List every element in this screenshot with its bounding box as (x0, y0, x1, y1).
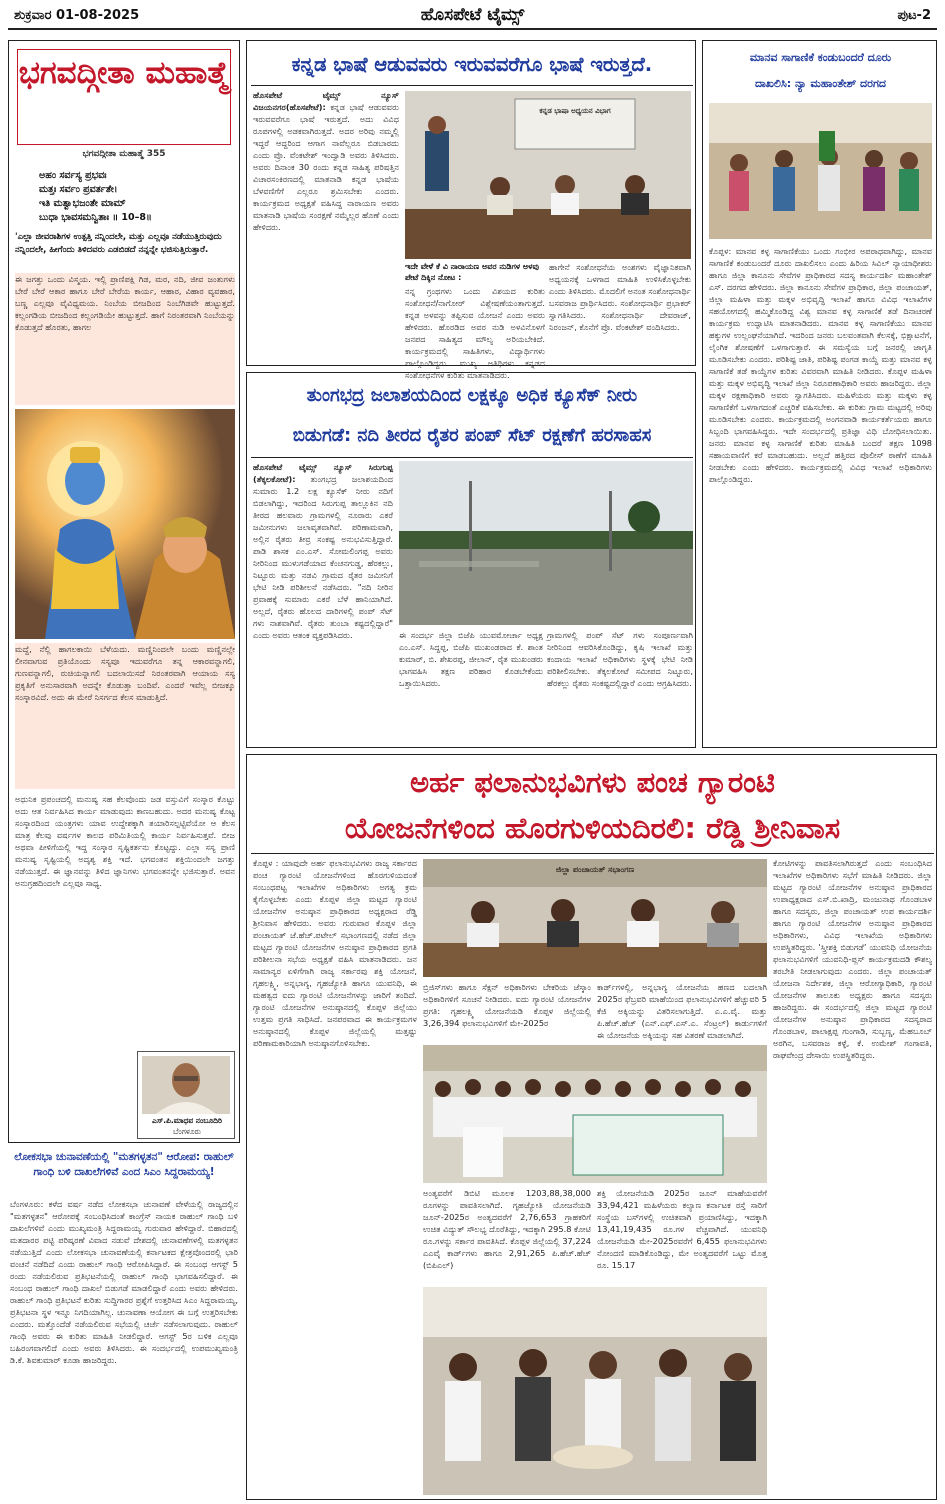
guarantee-text-5: ಶಕ್ತಿ ಯೋಜನೆಯಡಿ 2025ರ ಜೂನ್ ಮಾಹೆಯವರೆಗೆ 33,94,421 ಮಹಿಳೆಯರು ಕಲ್ಯಾಣ ಕರ್ನಾಟಕ ರಸ್ತೆ ಸಾರಿಗೆ ಸಂಸ್ಥೆಯ ಬಸ್‌ಗಳಲ್ಲಿ ಉಚಿತವಾಗಿ ಪ್ರಯಾಣಿಸಿದ್ದು, ಇದಕ್ಕಾಗಿ 13,41,19,435 ರೂ.ಗಳ ವೆಚ್ಚವಾಗಿದೆ. ಯುವನಿಧಿ ಯೋಜನೆಯಡಿ ಮೇ-2025ರವರೆಗೆ 6,455 ಫಲಾನುಭವಿಗಳು ನೋಂದಣಿ ಮಾಡಿಕೊಂಡಿದ್ದು, ಮೇ ಅಂತ್ಯದವರೆಗೆ ಒಟ್ಟು ಮೊತ್ತ ರೂ. 15.17 (597, 1188, 767, 1270)
gita-shloka-meaning: 'ಎಲ್ಲಾ ಜೀವರಾಶಿಗಳ ಉತ್ಪತ್ತಿ ನನ್ನಿಂದಲೇ, ಮತ್ತು ಎಲ್ಲವೂ ನಡೆಯುತ್ತಿರುವುದು ನನ್ನಿಂದಲೇ, ಹೀಗೆಂದು ತಿಳಿದವರು ಎಡಬಿಡದೆ ನನ್ನನ್ನೇ ಭಜಿಸುತ್ತಿರುತ್ತಾರೆ. (15, 232, 222, 255)
divider (251, 457, 693, 458)
tungabhadra-headline-1: ತುಂಗಭದ್ರ ಜಲಾಶಯದಿಂದ ಲಕ್ಷಕ್ಕೂ ಅಧಿಕ ಕ್ಯೂಸೆಕ್ ನೀರು (306, 385, 638, 406)
tungabhadra-byline: ಹೊಸಪೇಟೆ ಟೈಮ್ಸ್ ನ್ಯೂಸ್ ಸಿರುಗುಪ್ಪ (ತೆಕ್ಕಲಕೋಟೆ): (253, 462, 393, 484)
author-box (137, 1051, 235, 1139)
paper-name: ಹೊಸಪೇಟೆ ಟೈಮ್ಸ್ (420, 5, 525, 25)
krishna-arjuna-image (15, 409, 235, 639)
divider (251, 85, 693, 86)
krishna-arjuna-illustration (15, 409, 235, 639)
trafficking-story (702, 40, 937, 748)
gita-title: ಭಗವದ್ಗೀತಾ ಮಹಾತ್ಮೆ (17, 49, 231, 145)
guarantee-headline-2: ಯೋಜನೆಗಳಿಂದ ಹೊರಗುಳಿಯದಿರಲಿ: ರೆಡ್ಡಿ ಶ್ರೀನಿವಾಸ (344, 811, 841, 845)
masthead (8, 4, 937, 30)
kannada-text-3: ಹಾಗೇನೆ ಸಂಶೋಧನೆಯ ಅಂಶಗಳು ವೈಜ್ಞಾನಿಕವಾಗಿ ಅಧ್ಯಯನಕ್ಕೆ ಒಳಗಾದ ಮಾಹಿತಿ ಉಳಿಸಿಕೊಳ್ಳಬೇಕು ಎಂದು ತಿಳಿಸಿದರು. ಮೊದಲಿಗೆ ಅನಂತ ಸಂಶೋಧನಾರ್ಥಿ ಬಸವರಾಜ ಪ್ರಾರ್ಥಿಸಿದರು. ಸಂಶೋಧನಾರ್ಥಿ ಪ್ರಭಾಕರ್ ಸ್ವಾಗತಿಸಿದರು. ಸಂಶೋಧನಾರ್ಥಿ ದೇವರಾಜ್, ನಿರಂಜನ್, ಕೊನೆಗೆ ಪ್ರೊ. ವೆಂಕಟೇಶ್ ವಂದಿಸಿದರು. (549, 262, 691, 332)
divider (251, 853, 934, 854)
author-city: ಬೆಂಗಳೂರು (172, 1127, 201, 1136)
tungabhadra-story (246, 372, 696, 748)
tungabhadra-text-3: ಗ್ರಾಮಗಳಲ್ಲಿ ಪಂಪ್ ಸೆಟ್ ಗಳು ಸಂಪೂರ್ಣವಾಗಿ ನೀರಿನಿಂದ ಆವರಿಸಿಕೊಂಡಿದ್ದು, ಕೃಷಿ ಇಲಾಖೆ ಮತ್ತು ಕಂದಾಯ ಇಲಾಖೆ ಅಧಿಕಾರಿಗಳು ಸ್ಥಳಕ್ಕೆ ಭೇಟಿ ನೀಡಿ ಪರಿಶೀಲಿಸಬೇಕು. ತೆಕ್ಕಲಕೋಟೆ ಸಮೀಪದ ನಿಟ್ಟೂರು, ಹೆರಕಲ್ಲು ರೈತರು ಸಂಕಷ್ಟದಲ್ಲಿದ್ದಾರೆ ಎಂದು ಆಗ್ರಹಿಸಿದರು. (547, 630, 693, 688)
flooded-fields-scene (399, 461, 693, 625)
guarantee-text-1: ಕೊಪ್ಪಳ : ಯಾವುದೇ ಅರ್ಹ ಫಲಾನುಭವಿಗಳು ರಾಜ್ಯ ಸರ್ಕಾರದ ಪಂಚ ಗ್ಯಾರಂಟಿ ಯೋಜನೆಗಳಿಂದ ಹೊರಗುಳಿಯದಂತೆ ಸಂಬಂಧಪಟ್ಟ ಇಲಾಖೆಗಳ ಅಧಿಕಾರಿಗಳು ಅಗತ್ಯ ಕ್ರಮ ಕೈಗೊಳ್ಳಬೇಕು ಎಂದು ಕೊಪ್ಪಳ ಜಿಲ್ಲಾ ಮಟ್ಟದ ಗ್ಯಾರಂಟಿ ಯೋಜನೆಗಳ ಅನುಷ್ಠಾನ ಪ್ರಾಧಿಕಾರದ ಅಧ್ಯಕ್ಷರಾದ ರೆಡ್ಡಿ ಶ್ರೀನಿವಾಸ ಹೇಳಿದರು. ಅವರು ಗುರುವಾರ ಕೊಪ್ಪಳ ಜಿಲ್ಲಾ ಪಂಚಾಯತ್ ಜೆ.ಹೆಚ್.ಪಟೇಲ್ ಸಭಾಂಗಣದಲ್ಲಿ ನಡೆದ ಜಿಲ್ಲಾ ಮಟ್ಟದ ಗ್ಯಾರಂಟಿ ಯೋಜನೆಗಳ ಅನುಷ್ಠಾನ ಪ್ರಾಧಿಕಾರದ ಪ್ರಗತಿ ಪರಿಶೀಲನಾ ಸಭೆಯ ಅಧ್ಯಕ್ಷತೆ ವಹಿಸಿ ಮಾತನಾಡಿದರು. ಜನ ಸಾಮಾನ್ಯರ ಏಳಿಗೆಗಾಗಿ ರಾಜ್ಯ ಸರ್ಕಾರವು ಶಕ್ತಿ ಯೋಜನೆ, ಗೃಹಲಕ್ಷ್ಮಿ, ಅನ್ನಭಾಗ್ಯ, ಗೃಹಜ್ಯೋತಿ ಹಾಗೂ ಯುವನಿಧಿ, ಈ ಮಹತ್ವದ ಐದು ಗ್ಯಾರಂಟಿ ಯೋಜನೆಗಳನ್ನು ಜಾರಿಗೆ ತಂದಿದೆ. ಗ್ಯಾರಂಟಿ ಯೋಜನೆಗಳ ಅನುಷ್ಠಾನದಲ್ಲಿ ಕೊಪ್ಪಳ ಜಿಲ್ಲೆಯು ಉತ್ತಮ ಪ್ರಗತಿ ಸಾಧಿಸಿದೆ. ಜನಪರವಾದ ಈ ಕಾರ್ಯಕ್ರಮಗಳ ಅನುಷ್ಠಾನದಲ್ಲಿ ಕೊಪ್ಪಳ ಜಿಲ್ಲೆಯಲ್ಲಿ ಮತ್ತಷ್ಟು ಪರಿಣಾಮಕಾರಿಯಾಗಿ ಅನುಷ್ಠಾನಗೊಳಿಸಬೇಕು. (253, 858, 417, 1048)
gita-para-3: ಅಧುನಿಕ ಪ್ರಪಂಚದಲ್ಲಿ ಮನುಷ್ಯ ಸಹ ಕೆಲವೊಂದು ಜಡ ವಸ್ತುವಿಗೆ ಸಂಸ್ಕಾರ ಕೊಟ್ಟು ಅದು ಆತ ನಿರ್ವಹಿಸಿದ ಕಾರ್ಯ ಮಾಡುವುದು ಕಾಣಬಹುದು. ಅದರ ಮನುಷ್ಯ ಕೊಟ್ಟ ಸಂಸ್ಕಾರದಿಂದ ಯಂತ್ರಗಳು ಯಾವ ಉದ್ದೇಶಕ್ಕಾಗಿ ತಯಾರಿಸಲ್ಪಟ್ಟಿವೆಯೋ ಆ ಕೆಲಸ ಮಾತ್ರ ಕೆಲವು ವರ್ಷಗಳ ಕಾಲದ ಪರಿಮಿತಿಯಲ್ಲಿ ಕಾರ್ಯ ನಿರ್ವಹಿಸುತ್ತವೆ. ಬೀಜ ಅಥವಾ ಪೀಳಿಗೆಯಲ್ಲಿ ಇದ್ದ ಸಂಸ್ಕಾರ ಸೃಷ್ಟಿಕರ್ತನು ಕೊಟ್ಟದ್ದು. ಎಲ್ಲಾ ಸಸ್ಯ ಪ್ರಾಣಿ ಮನುಷ್ಯ ಸೃಷ್ಟಿಯಲ್ಲಿ ಅದೃಶ್ಯ ಶಕ್ತಿ ಇದೆ. ಭಗವಂತನ ಶಕ್ತಿಯಿಂದಲೇ ಜಗತ್ತು ನಡೆಯುತ್ತದೆ. ಈ ಜ್ಞಾನವನ್ನು ತಿಳಿದ ಜ್ಞಾನಿಗಳು ಭಗವಂತನನ್ನೇ ಭಜಿಸುತ್ತಾರೆ. ಅವನ ಅನುಗ್ರಹದಿಂದಲೇ ಎಲ್ಲವೂ ಸಾಧ್ಯ. (15, 794, 235, 888)
kannada-text-2: ನನ್ನ ಗ್ರಂಥಗಳು ಒಂದು ವಿಶಯದ ಕುರಿತು ಸಂಶೋಧನೆ/ನಾಗೋರ್ ವಿಶ್ಲೇಷಣೆಯಂತಾಗುತ್ತದೆ. ಕನ್ನಡ ಅಳವನ್ನು ತಪ್ಪಿಸುವ ಯೋಜನೆ ಎಂದು ಅವರು ಹೇಳಿದರು. ಹೊರಡಿದ ಅವರ ನುಡಿ ಅಳವಿನೊಳಗೆ ಜನಪದ ಸಾಹಿತ್ಯದ ಮೌಲ್ಯ ಅರಿಯಬೇಕಿದೆ. ಕಾರ್ಯಕ್ರಮದಲ್ಲಿ ಸಾಹಿತಿಗಳು, ವಿದ್ಯಾರ್ಥಿಗಳು ಪಾಲ್ಗೊಂಡಿದ್ದರು. ಮುಖ್ಯ ಅತಿಥಿಗಳು ಕನ್ನಡದ ಸಂಶೋಧನೆಗಳ ಕುರಿತು ಮಾತನಾಡಿದರು. (405, 286, 545, 380)
author-name: ಎಸ್.ಪಿ.ಮಾಧವ ನಂಬೂದಿರಿ (152, 1116, 222, 1125)
kannada-col-1 (253, 89, 399, 361)
gita-para-2: ಮದ್ದೆ, ನೆಲ್ಲಿ ಹಾಗಲಕಾಯಿ ಬೆಳೆಯದು. ಮಣ್ಣಿನಿಂದಲೇ ಬಂದು ಮಣ್ಣಿನಲ್ಲೇ ಲೀನವಾಗುವ ಪ್ರತಿಯೊಂದು ಸಸ್ಯವೂ ಇದುವರೆಗೂ ತನ್ನ ಆಕಾರವನ್ನಾಗಲಿ, ಗುಣವನ್ನಾಗಲಿ, ರುಚಿಯನ್ನಾಗಲಿ ಬದಲಾಯಿಸದೆ ನಿರಂತರವಾಗಿ ಆಯಾಯ ಸಸ್ಯ ಪ್ರಕೃತಿಗೆ ಅನುಸಾರವಾಗಿ ಅದನ್ನೇ ಕೊಡುತ್ತಾ ಬಂದಿವೆ. ಎಂದರೆ ಇವೆಲ್ಲ ಬೀಜಕ್ಕೂ ಸಂಸ್ಕಾರವಿದೆ. ಅದು ಈ ಮೇರೆ ನಿಸರ್ಗದ ಕೆಲಸ ಮಾಡುತ್ತಿದೆ. (15, 643, 235, 789)
guarantee-story (246, 754, 937, 1500)
meeting-photo (423, 859, 767, 977)
loksabha-body: ಬೆಂಗಳೂರು: ಕಳೆದ ವರ್ಷ ನಡೆದ ಲೋಕಸಭಾ ಚುನಾವಣೆ ವೇಳೆಯಲ್ಲಿ ರಾಜ್ಯದಲ್ಲಿನ "ಮತಗಳ್ಳತನ" ಆರೋಪಕ್ಕೆ ಸಂಬಂಧಿಸಿದಂತೆ ಕಾಂಗ್ರೆಸ್ ನಾಯಕ ರಾಹುಲ್ ಗಾಂಧಿ ಬಳಿ ದಾಖಲೆಗಳಿವೆ ಎಂದು ಮುಖ್ಯಮಂತ್ರಿ ಸಿದ್ದರಾಮಯ್ಯ ಗುರುವಾರ ಹೇಳಿದ್ದಾರೆ. ಬಿಹಾರದಲ್ಲಿ ಮತದಾರರ ಪಟ್ಟಿ ಪರಿಷ್ಕರಣೆ ವಿವಾದ ನಡುವೆ ದೇಶದಲ್ಲಿ ಚುನಾವಣೆಗಳಲ್ಲಿ ಮತಗಳ್ಳತನ ನಡೆಯುತ್ತಿದೆ ಎಂದು ಲೋಕಸಭಾ ಚುನಾವಣೆಯಲ್ಲಿ ಕರ್ನಾಟಕದ ಕ್ಷೇತ್ರವೊಂದರಲ್ಲಿ ಭಾರಿ ವಂಚನೆ ನಡೆದಿದೆ ಎಂದು ರಾಹುಲ್ ಗಾಂಧಿ ಆರೋಪಿಸಿದ್ದಾರೆ. ಈ ಸಂಬಂಧ ಆಗಸ್ಟ್ 5 ರಂದು ನಡೆಯಲಿರುವ ಪ್ರತಿಭಟನೆಯಲ್ಲಿ ರಾಹುಲ್ ಗಾಂಧಿ ಭಾಗವಹಿಸಲಿದ್ದಾರೆ. ಈ ಸಂಬಂಧ ರಾಹುಲ್ ಗಾಂಧಿ ದಾಖಲೆ ಬಿಡುಗಡೆ ಮಾಡಲಿದ್ದಾರೆ ಎಂದು ಅವರು ಹೇಳಿದರು. ರಾಹುಲ್ ಗಾಂಧಿ ಪ್ರತಿಭಟನೆ ಕುರಿತು ಸುದ್ದಿಗಾರರ ಪ್ರಶ್ನೆಗೆ ಉತ್ತರಿಸಿದ ಸಿಎಂ ಸಿದ್ದರಾಮಯ್ಯ, ಪ್ರತಿಭಟನಾ ಸ್ಥಳ ಇನ್ನೂ ನಿಗದಿಯಾಗಿಲ್ಲ. ಚುನಾವಣಾ ಆಯೋಗ ಈ ಬಗ್ಗೆ ಉತ್ತರಿಸಬೇಕು ಎಂದರು. ಮತ್ತೊಂದೆಡೆ ನಡೆಯಲಿರುವ ಸಭೆಯಲ್ಲಿ ಚರ್ಚೆ ನಡೆಸಲಾಗುವುದು. ರಾಹುಲ್ ಗಾಂಧಿ ಅವರು ಈ ಕುರಿತು ಮಾಹಿತಿ ನೀಡಲಿದ್ದಾರೆ. ಆಗಸ್ಟ್ 5ರ ಬಳಿಕ ಎಲ್ಲವೂ ಬಹಿರಂಗವಾಗಲಿದೆ ಎಂದು ಅವರು ತಿಳಿಸಿದರು. ಈ ಸಂದರ್ಭದಲ್ಲಿ ಉಪಮುಖ್ಯಮಂತ್ರಿ ಡಿ.ಕೆ. ಶಿವಕುಮಾರ್ ಕೂಡಾ ಹಾಜರಿದ್ದರು. (10, 1199, 238, 1365)
trafficking-body: ಕೊಪ್ಪಳ: ಮಾನವ ಕಳ್ಳ ಸಾಗಾಣಿಕೆಯು ಒಂದು ಗಂಭೀರ ಅಪರಾಧವಾಗಿದ್ದು, ಮಾನವ ಸಾಗಾಣಿಕೆ ಕಂಡುಬಂದರೆ ದೂರು ದಾಖಲಿಸಲು ಎಂದು ಹಿರಿಯ ಸಿವಿಲ್ ನ್ಯಾಯಾಧೀಶರು ಹಾಗೂ ಜಿಲ್ಲಾ ಕಾನೂನು ಸೇವೆಗಳ ಪ್ರಾಧಿಕಾರದ ಸದಸ್ಯ ಕಾರ್ಯದರ್ಶಿ ಮಹಾಂತೇಶ್ ಎಸ್. ದರಗದ ಹೇಳಿದರು. ಜಿಲ್ಲಾ ಕಾನೂನು ಸೇವೆಗಳ ಪ್ರಾಧಿಕಾರ, ಜಿಲ್ಲಾ ಪಂಚಾಯತ್, ಜಿಲ್ಲಾ ಮಹಿಳಾ ಮತ್ತು ಮಕ್ಕಳ ಅಭಿವೃದ್ಧಿ ಇಲಾಖೆ ಹಾಗೂ ವಿವಿಧ ಇಲಾಖೆಗಳ ಸಹಯೋಗದಲ್ಲಿ ಹಮ್ಮಿಕೊಂಡಿದ್ದ ವಿಶ್ವ ಮಾನವ ಕಳ್ಳ ಸಾಗಾಣಿಕೆ ತಡೆ ದಿನಾಚರಣೆ ಕಾರ್ಯಕ್ರಮ ಉದ್ಘಾಟಿಸಿ ಮಾತನಾಡಿದರು. ಮಾನವ ಕಳ್ಳ ಸಾಗಾಣಿಕೆಯು ಮಾನವ ಹಕ್ಕುಗಳ ಉಲ್ಲಂಘನೆಯಾಗಿದೆ. ಇದರಿಂದ ಜನರು ಬಲವಂತವಾಗಿ ಕೆಲಸಕ್ಕೆ, ಭಿಕ್ಷಾಟನೆಗೆ, ಲೈಂಗಿಕ ಶೋಷಣೆಗೆ ಒಳಗಾಗುತ್ತಾರೆ. ಈ ಸಮಸ್ಯೆಯ ಬಗ್ಗೆ ಜನರಲ್ಲಿ ಜಾಗೃತಿ ಮೂಡಿಸಬೇಕು ಎಂದರು. ಪರಿಶಿಷ್ಟ ಜಾತಿ, ಪರಿಶಿಷ್ಟ ಪಂಗಡ ಕಾಯ್ದೆ ಮತ್ತು ಮಾನವ ಕಳ್ಳ ಸಾಗಾಣಿಕೆ ತಡೆ ಕಾಯ್ದೆಗಳ ಕುರಿತು ವಿವರವಾಗಿ ಮಾಹಿತಿ ನೀಡಿದರು. ಕೊಪ್ಪಳ ಮಹಿಳಾ ಮತ್ತು ಮಕ್ಕಳ ಅಭಿವೃದ್ಧಿ ಇಲಾಖೆ ಜಿಲ್ಲಾ ನಿರೂಪಣಾಧಿಕಾರಿ ಅವರು ಹಾಜರಿದ್ದರು. ಜಿಲ್ಲಾ ಮಕ್ಕಳ ರಕ್ಷಣಾಧಿಕಾರಿ ಅವರು ಸ್ವಾಗತಿಸಿದರು. ಮಹಿಳೆಯರು ಮತ್ತು ಮಕ್ಕಳು ಕಳ್ಳ ಸಾಗಾಣಿಕೆಗೆ ಒಳಗಾಗದಂತೆ ಎಚ್ಚರಿಕೆ ವಹಿಸಬೇಕು. ಈ ಕುರಿತು ಗ್ರಾಮ ಮಟ್ಟದಲ್ಲಿ ಅರಿವು ಮೂಡಿಸಬೇಕು ಎಂದರು. ಕಾರ್ಯಕ್ರಮದಲ್ಲಿ ಅಂಗನವಾಡಿ ಕಾರ್ಯಕರ್ತೆಯರು ಹಾಗೂ ಸಿಬ್ಬಂದಿ ಭಾಗವಹಿಸಿದ್ದರು. ಇದೇ ಸಂದರ್ಭದಲ್ಲಿ ಪ್ರತಿಜ್ಞಾ ವಿಧಿ ಬೋಧಿಸಲಾಯಿತು. ಜನರು ಮಾನವ ಕಳ್ಳ ಸಾಗಾಣಿಕೆ ಕುರಿತು ಮಾಹಿತಿ ಬಂದರೆ ತಕ್ಷಣ 1098 ಸಹಾಯವಾಣಿಗೆ ಕರೆ ಮಾಡಬಹುದು. ಅಲ್ಲದೆ ಹತ್ತಿರದ ಪೊಲೀಸ್ ಠಾಣೆಗೆ ಮಾಹಿತಿ ನೀಡಬೇಕು ಎಂದು ಹೇಳಿದರು. ಕಾರ್ಯಕ್ರಮದಲ್ಲಿ ವಿವಿಧ ಇಲಾಖೆ ಅಧಿಕಾರಿಗಳು ಪಾಲ್ಗೊಂಡಿದ್ದರು. (709, 246, 932, 484)
kannada-photo-caption: ಇದೇ ವೇಳೆ ಕೆ ವಿ ನಾರಾಯಣ ಅವರ ನುಡಿಗಳ ಅಳವು ಪೇಟೆ ದಿಕ್ಕಿನ ನೋಟ : (405, 262, 540, 282)
author-photo (142, 1056, 230, 1114)
page-number: ಪುಟ-2 (897, 8, 931, 23)
poster-launch-scene (423, 1045, 767, 1183)
gita-series: ಭಗವದ್ಗೀತಾ ಮಹಾತ್ಮೆ 355 (82, 149, 166, 159)
awareness-program-scene (709, 103, 932, 239)
loksabha-headline: ಲೋಕಸಭಾ ಚುನಾವಣೆಯಲ್ಲಿ "ಮತಗಳ್ಳತನ" ಆರೋಪ: ರಾಹುಲ್ ಗಾಂಧಿ ಬಳಿ ದಾಖಲೆಗಳಿವೆ ಎಂದ ಸಿಎಂ ಸಿದ್ದರಾಮಯ್ಯ! (14, 1151, 234, 1178)
kannada-story (246, 40, 696, 380)
meeting-hall-banner: ಜಿಲ್ಲಾ ಪಂಚಾಯತ್ ಸಭಾಂಗಣ (555, 865, 635, 874)
kannada-event-photo (405, 91, 691, 259)
guarantee-text-6: ಕೋಟಿಗಳನ್ನು ಪಾವತಿಸಲಾಗಿರುತ್ತದೆ ಎಂದು ಸಂಬಂಧಿಸಿದ ಇಲಾಖೆಗಳ ಅಧಿಕಾರಿಗಳು ಸಭೆಗೆ ಮಾಹಿತಿ ನೀಡಿದರು. ಜಿಲ್ಲಾ ಮಟ್ಟದ ಗ್ಯಾರಂಟಿ ಯೋಜನೆಗಳ ಅನುಷ್ಠಾನ ಪ್ರಾಧಿಕಾರದ ಉಪಾಧ್ಯಕ್ಷರಾದ ಎಸ್.ಬಿ.ಖಾದ್ರಿ, ಮಂಜುನಾಥ ಗೊಂಡಬಾಳ ಹಾಗೂ ಸದಸ್ಯರು, ಜಿಲ್ಲಾ ಪಂಚಾಯತ್ ಉಪ ಕಾರ್ಯದರ್ಶಿ ಹಾಗೂ ಗ್ಯಾರಂಟಿ ಯೋಜನೆಗಳ ಅನುಷ್ಠಾನ ಪ್ರಾಧಿಕಾರದ ಅಧಿಕಾರಿಗಳು, ವಿವಿಧ ಇಲಾಖೆಯ ಅಧಿಕಾರಿಗಳು ಉಪಸ್ಥಿತರಿದ್ದರು. ‘ಸ್ತ್ರೀಶಕ್ತಿ ಬಿಡುಗಡೆ’ ಯುವನಿಧಿ ಯೋಜನೆಯ ಫಲಾನುಭವಿಗಳಿಗೆ ಯುವನಿಧಿ-ಪ್ಲಸ್ ಕಾರ್ಯಕ್ರಮದಡಿ ಕೌಶಲ್ಯ ತರಬೇತಿ ನೀಡಲಾಗುವುದು ಎಂದರು. ಜಿಲ್ಲಾ ಪಂಚಾಯತ್ ಯೋಜನಾ ನಿರ್ದೇಶಕ, ಜಿಲ್ಲಾ ಆರೋಗ್ಯಾಧಿಕಾರಿ, ಗ್ಯಾರಂಟಿ ಯೋಜನೆಗಳ ತಾಲೂಕು ಅಧ್ಯಕ್ಷರು ಹಾಗೂ ಸದಸ್ಯರು ಹಾಜರಿದ್ದರು. ಈ ಸಂದರ್ಭದಲ್ಲಿ ಜಿಲ್ಲಾ ಮಟ್ಟದ ಗ್ಯಾರಂಟಿ ಯೋಜನೆಗಳ ಅನುಷ್ಠಾನ ಪ್ರಾಧಿಕಾರದ ಸದಸ್ಯರಾದ ಗೊಂಡಬಾಳ, ಪಾಲಾಕ್ಷಪ್ಪ ಗುಂಗಾಡಿ, ಸುಬ್ಬಣ್ಣ, ಮೆಹಬೂಬ್ ಅರಗಿನ, ಬಸವರಾಜ ಕಳ್ಳೆ, ಕೆ. ಉಮೇಶ್ ಗಂಗಾವತಿ, ರಾಘವೇಂದ್ರ ದೇಸಾಯಿ ಉಪಸ್ಥಿತರಿದ್ದರು. (773, 858, 932, 1060)
tungabhadra-text-2: ಈ ಸಂದರ್ಭ ಜಿಲ್ಲಾ ಬಿಜೆಪಿ ಯುವಮೋರ್ಚಾ ಅಧ್ಯಕ್ಷ ಎಂ.ಎಸ್. ಸಿದ್ದಪ್ಪ, ಬಿಜೆಪಿ ಮುಖಂಡರಾದ ಕೆ. ಶಾಂತ ಕುಮಾರ್, ಬಿ. ಶೇಖರಪ್ಪ, ಜೀಲಾನ್, ರೈತ ಮುಖಂಡರು ಭಾಗವಹಿಸಿ ತಕ್ಷಣ ಪರಿಹಾರ ಕೊಡಬೇಕೆಂದು ಒತ್ತಾಯಿಸಿದರು. (399, 630, 543, 688)
seminar-banner-text: ಕನ್ನಡ ಭಾಷಾ ಅಧ್ಯಯನ ವಿಭಾಗ (539, 107, 611, 115)
kannada-text-1: ಕನ್ನಡ ಭಾಷೆ ಆಡುವವರು ಇರುವವರೆಗೂ ಭಾಷೆ ಇರುತ್ತದೆ. ಅದು ವಿವಿಧ ರೂಪಗಳಲ್ಲಿ ಅಡಕವಾಗಿರುತ್ತದೆ. ಅದರ ಅರಿವು ನಮ್ಮಲ್ಲಿ ಇದ್ದರೆ ಆದ್ದರಿಂದ ಆಗಾಗ ನಾವೆಲ್ಲರೂ ಬಿಡಬಾರದು ಎಂದು ಪ್ರೊ. ವೆಂಕಟೇಶ್ ಇಂದ್ವಾಡಿ ಅವರು ತಿಳಿಸಿದರು. ಅವರು ದಿನಾಂಕ 30 ರಂದು ಕನ್ನಡ ಸಾಹಿತ್ಯ ಪರಿಷತ್ತಿನ ವಿಚಾರಸಂಕಿರಣದಲ್ಲಿ ಮಾತನಾಡಿ ಕನ್ನಡ ಭಾಷೆಯ ಬೆಳವಣಿಗೆಗೆ ಎಲ್ಲರೂ ಶ್ರಮಿಸಬೇಕು ಎಂದರು. ಕಾರ್ಯಕ್ರಮದ ಅಧ್ಯಕ್ಷತೆ ವಹಿಸಿದ್ದ ನಾರಾಯಣ ಅವರು ಮಾತನಾಡಿ ಭಾಷೆಯ ಸಂರಕ್ಷಣೆ ನಮ್ಮೆಲ್ಲರ ಹೊಣೆ ಎಂದು ಹೇಳಿದರು. (253, 102, 400, 232)
loksabha-story (8, 1150, 240, 1500)
tungabhadra-text-1: ತುಂಗಭದ್ರ ಜಲಾಶಯದಿಂದ ಸುಮಾರು 1.2 ಲಕ್ಷ ಕ್ಯೂಸೆಕ್ ನೀರು ನದಿಗೆ ಬಿಡಲಾಗಿದ್ದು, ಇದರಿಂದ ಸಿರುಗುಪ್ಪ ತಾಲ್ಲೂಕಿನ ನದಿ ತೀರದ ಹಲವಾರು ಗ್ರಾಮಗಳಲ್ಲಿ ನೂರಾರು ಎಕರೆ ಜಮೀನುಗಳು ಜಲಾವೃತವಾಗಿವೆ. ಪರಿಣಾಮವಾಗಿ, ಅಲ್ಲಿನ ರೈತರು ತೀವ್ರ ಸಂಕಷ್ಟ ಅನುಭವಿಸುತ್ತಿದ್ದಾರೆ. ಪಾಡಿ ಶಾಸಕ ಎಂ.ಎಸ್. ಸೋಮಲಿಂಗಪ್ಪ ಅವರು ನೀರಿನಿಂದ ಮುಳುಗಡೆಯಾದ ಕೆಂಚನಗುಡ್ಡ, ಹೆರಕಲ್ಲು, ನಿಟ್ಟೂರು ಮತ್ತು ನಡವಿ ಗ್ರಾಮದ ರೈತರ ಜಮೀನಿಗೆ ಭೇಟಿ ನೀಡಿ ಪರಿಶೀಲನೆ ನಡೆಸಿದರು. "ನದಿ ನೀರಿನ ಪ್ರವಾಹಕ್ಕೆ ಸುಮಾರು ಎಕರೆ ಬೆಳೆ ಹಾನಿಯಾಗಿದೆ. ಅಲ್ಲದೆ, ರೈತರು ಹೊಲದ ದಾರಿಗಳಲ್ಲಿ ಪಂಪ್ ಸೆಟ್ ಗಳು ನಾಶವಾಗಿವೆ. ರೈತರು ತುಂಬಾ ಕಷ್ಟದಲ್ಲಿದ್ದಾರೆ" ಎಂದು ಅವರು ಆತಂಕ ವ್ಯಕ್ತಪಡಿಸಿದರು. (253, 474, 393, 640)
guarantee-text-4: ಅಂತ್ಯವರೆಗೆ ಡಿಬಿಟಿ ಮೂಲಕ 1203,88,38,000 ರೂಗಳನ್ನು ಪಾವತಿಸಲಾಗಿದೆ. ಗೃಹಜ್ಯೋತಿ ಯೋಜನೆಯಡಿ ಜೂನ್-2025ರ ಅಂತ್ಯದವರೆಗೆ 2,76,653 ಗ್ರಾಹಕರಿಗೆ ಉಚಿತ ವಿದ್ಯುತ್ ಸೌಲಭ್ಯ ದೊರೆತಿದ್ದು, ಇದಕ್ಕಾಗಿ 295.8 ಕೋಟಿ ರೂ.ಗಳನ್ನು ಸರ್ಕಾರ ಪಾವತಿಸಿದೆ. ಕೊಪ್ಪಳ ಜಿಲ್ಲೆಯಲ್ಲಿ 37,224 ಎಎವೈ ಕಾರ್ಡ್‌ಗಳು ಹಾಗೂ 2,91,265 ಪಿ.ಹೆಚ್.ಹೆಚ್ (ಬಿಪಿಎಲ್) (423, 1188, 591, 1270)
launch-photo (423, 1045, 767, 1183)
guarantee-headline-1: ಅರ್ಹ ಫಲಾನುಭವಿಗಳು ಪಂಚ ಗ್ಯಾರಂಟಿ (410, 765, 775, 799)
gita-shloka: ಅಹಂ ಸರ್ವಸ್ಯ ಪ್ರಭವಃ ಮತ್ತಃ ಸರ್ವಂ ಪ್ರವರ್ತತೇ। ಇತಿ ಮತ್ವಾಭಜಂತೇ ಮಾಮ್ ಬುಧಾ ಭಾವಸಮನ್ವಿತಾಃ ॥ 10–8॥ (39, 170, 152, 223)
trafficking-headline-2: ದಾಖಲಿಸಿ: ನ್ಯಾ ಮಹಾಂತೇಶ್ ದರಗದ (754, 77, 887, 90)
tungabhadra-col-1 (253, 461, 393, 743)
issue-date: ಶುಕ್ರವಾರ 01-08-2025 (14, 8, 140, 23)
guarantee-text-3: ಕಾರ್ಡ್‌ಗಳಲ್ಲಿ, ಅನ್ನಭಾಗ್ಯ ಯೋಜನೆಯ ಹಣದ ಬದಲಾಗಿ 2025ರ ಫೆಬ್ರವರಿ ಮಾಹೆಯಿಂದ ಫಲಾನುಭವಿಗಳಿಗೆ ಹೆಚ್ಚುವರಿ 5 ಕೆಜಿ ಅಕ್ಕಿಯನ್ನು ವಿತರಿಸಲಾಗುತ್ತಿದೆ. ಎ.ಎ.ವೈ. ಮತ್ತು ಪಿ.ಹೆಚ್.ಹೆಚ್ (ಎನ್.ಎಫ್.ಎಸ್.ಎ. ಸೆಂಟ್ರಲ್) ಕಾರ್ಡುಗಳಿಗೆ ಈ ಯೋಜನೆಯ ಅಕ್ಕಿಯನ್ನು ಸಹ ವಿತರಣೆ ಮಾಡಲಾಗಿದೆ. (597, 982, 767, 1040)
seminar-scene (405, 91, 691, 259)
trafficking-headline-1: ಮಾನವ ಸಾಗಾಣಿಕೆ ಕಂಡುಬಂದರೆ ದೂರು (749, 51, 892, 64)
review-meeting-scene (423, 859, 767, 977)
gita-column (8, 40, 240, 1143)
distribution-photo (423, 1287, 767, 1495)
rice-distribution-scene (423, 1287, 767, 1495)
tungabhadra-headline-2: ಬಿಡುಗಡೆ: ನದಿ ತೀರದ ರೈತರ ಪಂಪ್ ಸೆಟ್ ರಕ್ಷಣೆಗೆ ಹರಸಾಹಸ (292, 425, 652, 446)
author-portrait (142, 1056, 230, 1114)
gita-para-1: ಈ ಜಗತ್ತು ಒಂದು ವಿಸ್ಮಯ. ಇಲ್ಲಿ ಪ್ರಾಣಿಪಕ್ಷಿ ಗಿಡ, ಮರ, ನದಿ, ಜೀವ ಜಂತುಗಳು ಬೇರೆ ಬೇರೆ ಆಕಾರ ಹಾಗೂ ಬೇರೆ ಬೇರೆಯ ಕಾರ್ಯ, ಆಹಾರ, ವಿಹಾರ ವ್ಯವಹಾರ, ಬಣ್ಣ ಎಲ್ಲವೂ ವೈವಿಧ್ಯಮಯ. ನಿಂಬೆಯ ಬೀಜದಿಂದ ನಿಂಬೆಗಿಡವೇ ಹುಟ್ಟುತ್ತದೆ. ಕಲ್ಲಂಗಡಿಯ ಬೀಜದಿಂದ ಕಲ್ಲಂಗಡಿಯೇ ಹುಟ್ಟುತ್ತದೆ. ಹಾಗೆ ನಿರಂತರವಾಗಿ ನಿಂಬೆಯನ್ನು ಕೊಡುತ್ತದೆ ಹೊರತು, ಹಾಗಲ (15, 273, 235, 405)
trafficking-event-photo (709, 103, 932, 239)
kannada-byline: ಹೊಸಪೇಟೆ ಟೈಮ್ಸ್ ನ್ಯೂಸ್ ವಿಜಯನಗರ(ಹೊಸಪೇಟೆ): (253, 90, 399, 112)
kannada-headline: ಕನ್ನಡ ಭಾಷೆ ಆಡುವವರು ಇರುವವರೆಗೂ ಭಾಷೆ ಇರುತ್ತದೆ. (291, 53, 653, 76)
guarantee-text-2: ಬ್ರಿಜಿಸ್‌ಗಳು ಹಾಗೂ ಸೆಕ್ಷನ್ ಅಧಿಕಾರಿಗಳು ಬೇಕರಿಯ ಜೆಸ್ಕಾಂ ಅಧಿಕಾರಿಗಳಿಗೆ ಸೂಚನೆ ನೀಡಿದರು. ಐದು ಗ್ಯಾರಂಟಿ ಯೋಜನೆಗಳ ಪ್ರಗತಿ: ಗೃಹಲಕ್ಷ್ಮಿ ಯೋಜನೆಯಡಿ ಕೊಪ್ಪಳ ಜಿಲ್ಲೆಯಲ್ಲಿ 3,26,394 ಫಲಾನುಭವಿಗಳಿಗೆ ಮೇ-2025ರ (423, 982, 591, 1028)
flood-photo (399, 461, 693, 625)
